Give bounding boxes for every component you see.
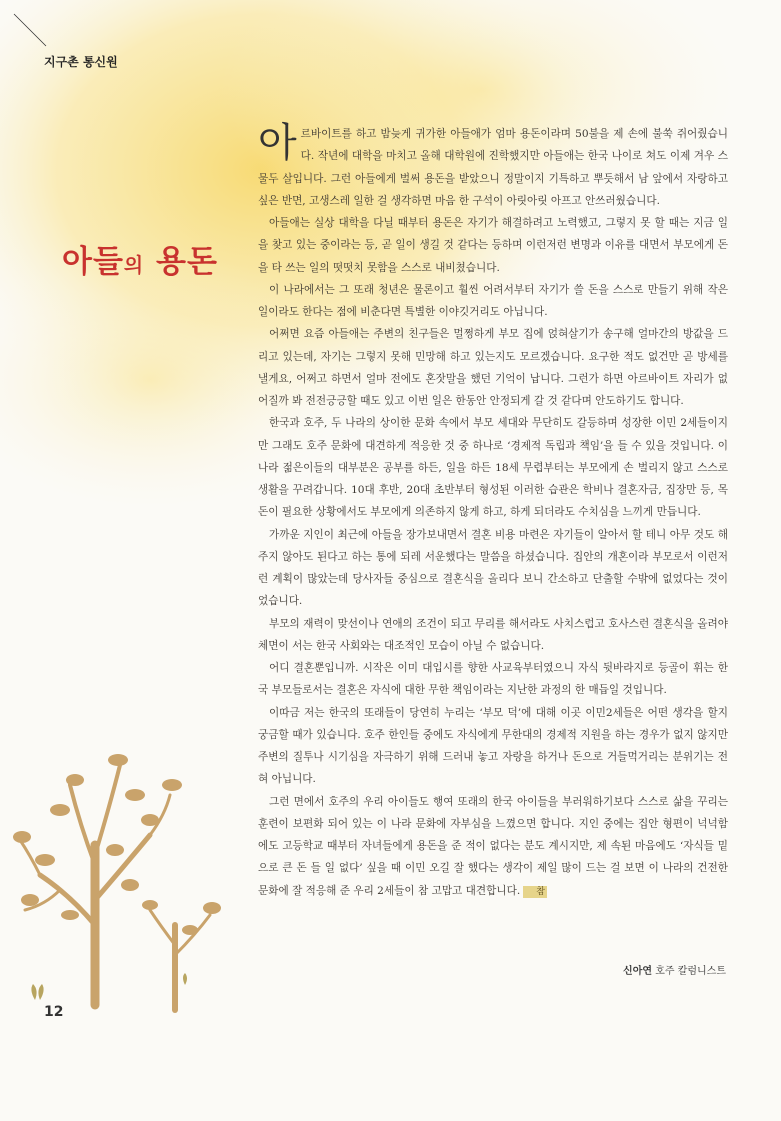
- article-paragraph: [258, 120, 728, 212]
- byline: [623, 962, 726, 977]
- article-paragraph: 부모의 재력이 맞선이나 연애의 조건이 되고 무리를 해서라도 사치스럽고 호사스런 결혼식을 올려야 체면이 서는 한국 사회와는 대조적인 모습이 아닐 수 없습니다.: [258, 617, 728, 652]
- article-body: [258, 120, 728, 902]
- article-paragraph: 아들애는 실상 대학을 다닐 때부터 용돈은 자기가 해결하려고 노력했고, 그렇지 못 할 때는 지금 일을 찾고 있는 중이라는 등, 곧 일이 생길 것 같다는 등하며 이런저런 변명과 이유를 대면서 부모에게 돈을 타 쓰는 일의 떳떳치 못함을 스스로 내비쳤습니다.: [258, 217, 728, 274]
- author-name: 신아연: [623, 966, 653, 977]
- title-particle: 의: [123, 253, 145, 277]
- end-mark-icon: 참: [523, 886, 547, 898]
- article-paragraph: 어쩌면 요즘 아들애는 주변의 친구들은 멀쩡하게 부모 집에 얹혀살기가 송구해 얼마간의 방값을 드리고 있는데, 자기는 그렇지 못해 민망해 하고 있는지도 모르겠습니다. 요구한 적도 없건만 곧 방세를 낼게요, 어쩌고 하면서 얼마 전에도 혼잣말을 했던 기억이 납니다. 그런가 하면 아르바이트 자리가 없어질까 봐 전전긍긍할 때도 있고 이번 일은 한동안 안정되게 갈 것 같다며 안도하기도 합니다.: [258, 328, 728, 407]
- article-paragraph: 이따금 저는 한국의 또래들이 당연히 누리는 ‘부모 덕’에 대해 이곳 이민2세들은 어떤 생각을 할지 궁금할 때가 있습니다. 호주 한인들 중에도 자식에게 무한대의 경제적 지원을 하는 경우가 없지 않지만 주변의 질투나 시기심을 자극하기 위해 드러내 놓고 자랑을 하거나 돈으로 거들먹거리는 분위기는 전혀 아닙니다.: [258, 706, 728, 786]
- corner-decoration-line: [0, 0, 60, 60]
- article-title: [62, 236, 218, 281]
- article-paragraph: 가까운 지인이 최근에 아들을 장가보내면서 결혼 비용 마련은 자기들이 알아서 할 테니 아무 것도 해 주지 않아도 된다고 하는 통에 되레 서운했다는 말씀을 하셨습니다. 집안의 개혼이라 부모로서 이런저런 계획이 많았는데 당사자들 중심으로 결혼식을 올리다 보니 간소하고 단출할 수밖에 없었다는 것이었습니다.: [258, 528, 728, 608]
- section-label: 지구촌 통신원: [44, 55, 118, 69]
- page-number: 12: [44, 1004, 64, 1020]
- article-paragraph: 어디 결혼뿐입니까. 시작은 이미 대입시를 향한 사교육부터였으니 자식 뒷바라지로 등골이 휘는 한국 부모들로서는 결혼은 자식에 대한 무한 책임이라는 지난한 과정의 한 매듭일 것입니다.: [258, 662, 728, 697]
- article-paragraph: 한국과 호주, 두 나라의 상이한 문화 속에서 부모 세대와 무단히도 갈등하며 성장한 이민 2세들이지만 그래도 호주 문화에 대견하게 적응한 것 중 하나로 ‘경제적 독립과 책임’을 들 수 있을 것입니다. 이 나라 젊은이들의 대부분은 공부를 하든, 일을 하든 18세 무렵부터는 부모에게 손 벌리지 않고 스스로 생활을 꾸려갑니다. 10대 후반, 20대 초반부터 형성된 이러한 습관은 학비나 결혼자금, 집장만 등, 목돈이 필요한 상황에서도 부모에게 의존하지 않게 하고, 하게 되더라도 수치심을 느끼게 만듭니다.: [258, 417, 728, 519]
- tree-illustration-icon: [0, 725, 240, 1015]
- title-part1: 아들: [62, 244, 124, 280]
- author-role: 호주 칼럼니스트: [652, 966, 726, 977]
- article-paragraph: 이 나라에서는 그 또래 청년은 물론이고 훨씬 어려서부터 자기가 쓸 돈을 스스로 만들기 위해 작은 일이라도 한다는 점에 비춘다면 특별한 이야깃거리도 아닙니다.: [258, 283, 728, 318]
- title-part2: 용돈: [144, 244, 218, 280]
- last-paragraph-text: 그런 면에서 호주의 우리 아이들도 행여 또래의 한국 아이들을 부러워하기보다 스스로 삶을 꾸리는 훈련이 보편화 되어 있는 이 나라 문화에 자부심을 느꼈으면 합니다. 지인 중에는 집안 형편이 넉넉함에도 고등학교 때부터 자녀들에게 용돈을 준 적이 없다는 분도 계시지만, 제 속된 마음에도 ‘자식들 밑으로 큰 돈 들 일 없다’ 싶을 때 이민 오길 잘 했다는 생각이 제일 많이 드는 걸 보면 이 나라의 건전한 문화에 잘 적응해 준 우리 2세들이 참 고맙고 대견합니다.: [258, 795, 728, 897]
- first-paragraph-text: 르바이트를 하고 밤늦게 귀가한 아들애가 엄마 용돈이라며 50불을 제 손에 불쑥 쥐어줬습니다. 작년에 대학을 마치고 올해 대학원에 진학했지만 아들애는 한국 나이로 쳐도 이제 겨우 스물두 살입니다. 그런 아들에게 벌써 용돈을 받았으니 정말이지 기특하고 뿌듯해서 남 앞에서 자랑하고 싶은 반면, 고생스레 일한 걸 생각하면 마음 한 구석이 아릿아릿 아프고 안쓰러웠습니다.: [258, 128, 728, 207]
- drop-cap: 아: [258, 120, 297, 166]
- article-paragraph-last: [258, 791, 728, 902]
